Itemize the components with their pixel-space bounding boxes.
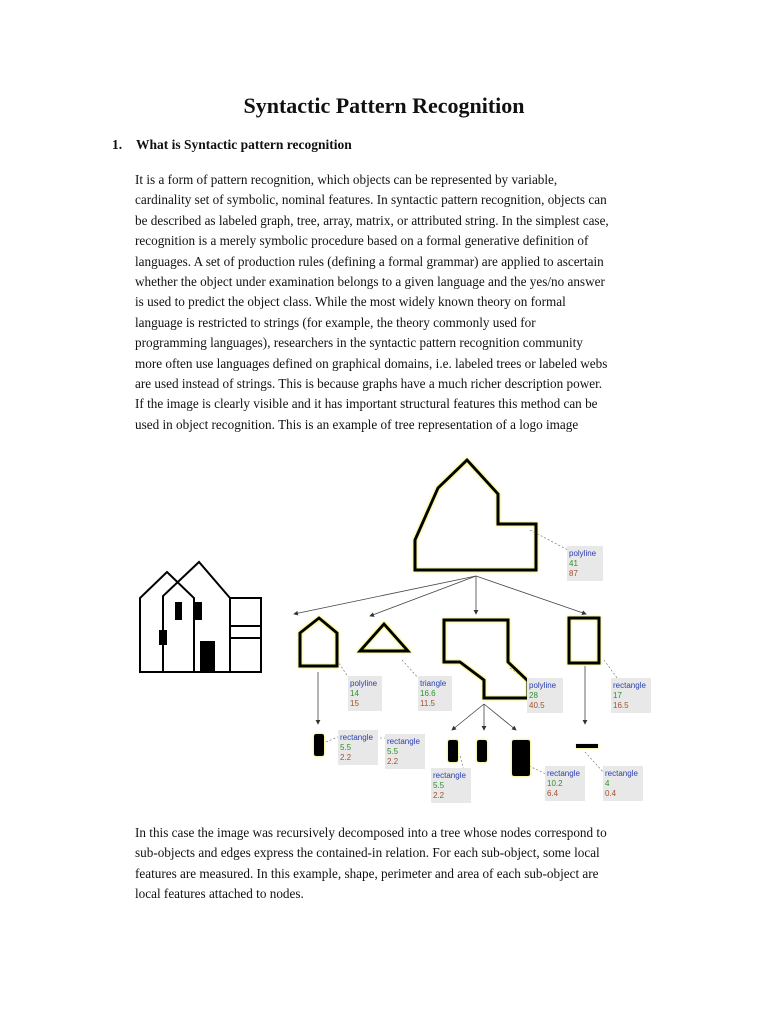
label-perimeter: 41 <box>569 559 578 568</box>
section-heading <box>112 137 352 153</box>
document-title: Syntactic Pattern Recognition <box>243 93 525 118</box>
label-leaf3 <box>431 768 471 803</box>
leaf-rectangle-1 <box>314 734 324 756</box>
label-area: 40.5 <box>529 701 545 710</box>
label-shape: polyline <box>529 681 557 690</box>
paragraph-line: languages. A set of production rules (defining a formal grammar) are applied to ascertain <box>135 253 604 269</box>
tree-representation-figure <box>130 450 660 810</box>
label-leaf1 <box>338 730 378 765</box>
paragraph-line: It is a form of pattern recognition, which objects can be represented by variable, <box>135 172 558 187</box>
paragraph-line: language is restricted to strings (for example, the theory commonly used for <box>135 314 536 330</box>
label-leaf5 <box>603 766 643 801</box>
label-house <box>348 676 382 711</box>
paragraph-line: local features attached to nodes. <box>135 886 304 902</box>
label-shape: polyline <box>569 549 597 558</box>
section-number: 1. <box>112 137 123 152</box>
label-perimeter: 4 <box>605 779 610 788</box>
leaf-rectangle-4 <box>512 740 530 776</box>
label-shape: rectangle <box>340 733 373 742</box>
triangle-node <box>360 624 408 651</box>
label-lshape <box>527 678 563 713</box>
paragraph-line: be described as labeled graph, tree, array, matrix, or attributed string. In the simplest case, <box>135 212 609 228</box>
label-area: 2.2 <box>340 753 352 762</box>
label-shape: rectangle <box>387 737 420 746</box>
label-perimeter: 10.2 <box>547 779 563 788</box>
label-shape: rectangle <box>605 769 638 778</box>
label-shape: polyline <box>350 679 378 688</box>
house-polyline-node <box>300 618 337 666</box>
label-perimeter: 5.5 <box>340 743 352 752</box>
label-perimeter: 16.6 <box>420 689 436 698</box>
paragraph-line: more often use languages defined on graphical domains, i.e. labeled trees or labeled webs <box>135 355 608 371</box>
label-area: 0.4 <box>605 789 617 798</box>
label-root <box>567 546 603 581</box>
leaf-rectangle-2 <box>448 740 458 762</box>
logo-house-drawing <box>140 562 261 672</box>
intro-paragraph <box>135 170 680 435</box>
label-area: 2.2 <box>387 757 399 766</box>
label-area: 2.2 <box>433 791 445 800</box>
label-area: 15 <box>350 699 359 708</box>
section-heading-text: What is Syntactic pattern recognition <box>136 137 352 152</box>
label-shape: rectangle <box>547 769 580 778</box>
root-polyline-node <box>415 460 536 570</box>
paragraph-line: sub-objects and edges express the contained-in relation. For each sub-object, some local <box>135 845 600 861</box>
label-shape: rectangle <box>433 771 466 780</box>
label-perimeter: 28 <box>529 691 538 700</box>
label-shape: rectangle <box>613 681 646 690</box>
paragraph-line: whether the object under examination belongs to a given language and the yes/no answer <box>135 274 605 290</box>
paragraph-line: recognition is a merely symbolic procedure based on a formal generative definition of <box>135 233 589 249</box>
paragraph-line: If the image is clearly visible and it has important structural features this method can be <box>135 396 598 412</box>
lshape-polyline-node <box>444 620 528 698</box>
paragraph-line: In this case the image was recursively decomposed into a tree whose nodes correspond to <box>135 825 607 840</box>
label-area: 6.4 <box>547 789 559 798</box>
label-area: 16.5 <box>613 701 629 710</box>
label-perimeter: 17 <box>613 691 622 700</box>
label-triangle <box>418 676 452 711</box>
label-area: 87 <box>569 569 578 578</box>
paragraph-line: programming languages), researchers in the syntactic pattern recognition community <box>135 335 583 351</box>
label-leaf4 <box>545 766 585 801</box>
explanation-paragraph <box>135 823 680 905</box>
label-perimeter: 5.5 <box>387 747 399 756</box>
paragraph-line: used in object recognition. This is an example of tree representation of a logo image <box>135 416 579 432</box>
paragraph-line: is used to predict the object class. While the most widely known theory on formal <box>135 294 566 310</box>
label-leaf2 <box>385 734 425 769</box>
label-shape: triangle <box>420 679 447 688</box>
leaf-rectangle-3 <box>477 740 487 762</box>
leaf-rectangle-5 <box>576 744 598 748</box>
paragraph-line: cardinality set of symbolic, nominal features. In syntactic pattern recognition, objects can <box>135 192 607 208</box>
paragraph-line: are used instead of strings. This is because graphs have a much richer description power. <box>135 376 603 392</box>
paragraph-line: features are measured. In this example, shape, perimeter and area of each sub-object are <box>135 865 599 881</box>
label-tallrect <box>611 678 651 713</box>
label-perimeter: 5.5 <box>433 781 445 790</box>
label-area: 11.5 <box>420 699 435 708</box>
tall-rectangle-node <box>569 618 599 663</box>
label-perimeter: 14 <box>350 689 359 698</box>
